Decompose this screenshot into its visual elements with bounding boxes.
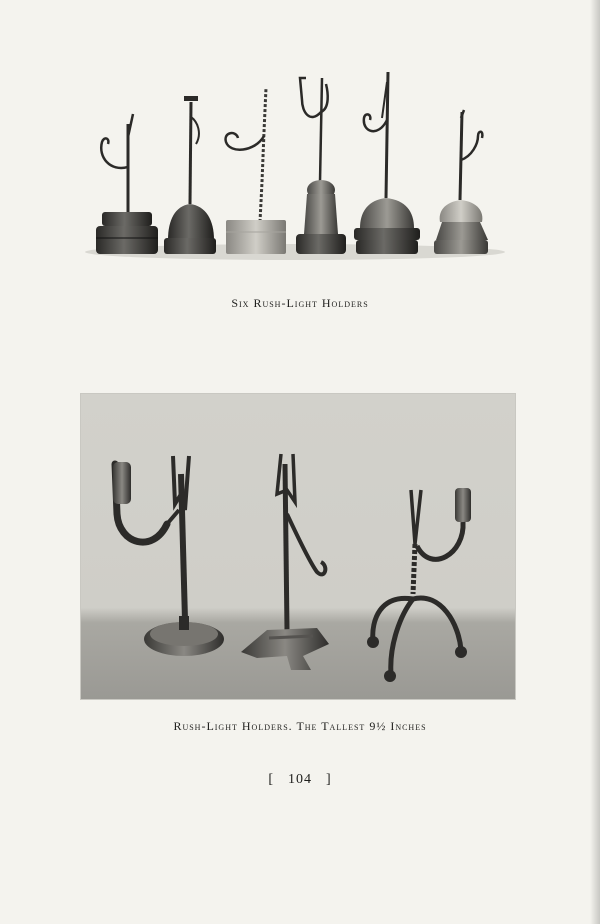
holder-1 <box>96 114 158 254</box>
figure-caption: Rush-Light Holders. The Tallest 9½ Inches <box>173 719 427 733</box>
folio-bracket-right: ] <box>326 772 332 787</box>
holder-4 <box>296 78 346 254</box>
figure-six-rush-light-holders <box>80 62 520 272</box>
figure-rush-light-holders-photo <box>81 394 515 699</box>
page-number-value: 104 <box>288 772 312 787</box>
figure-caption: Six Rush-Light Holders <box>231 296 369 310</box>
holder-6 <box>434 110 488 254</box>
page-number <box>0 772 600 788</box>
holder-2 <box>164 96 216 254</box>
holder-5 <box>354 72 420 254</box>
holder-3 <box>226 88 286 254</box>
folio-bracket-left: [ <box>268 772 274 787</box>
